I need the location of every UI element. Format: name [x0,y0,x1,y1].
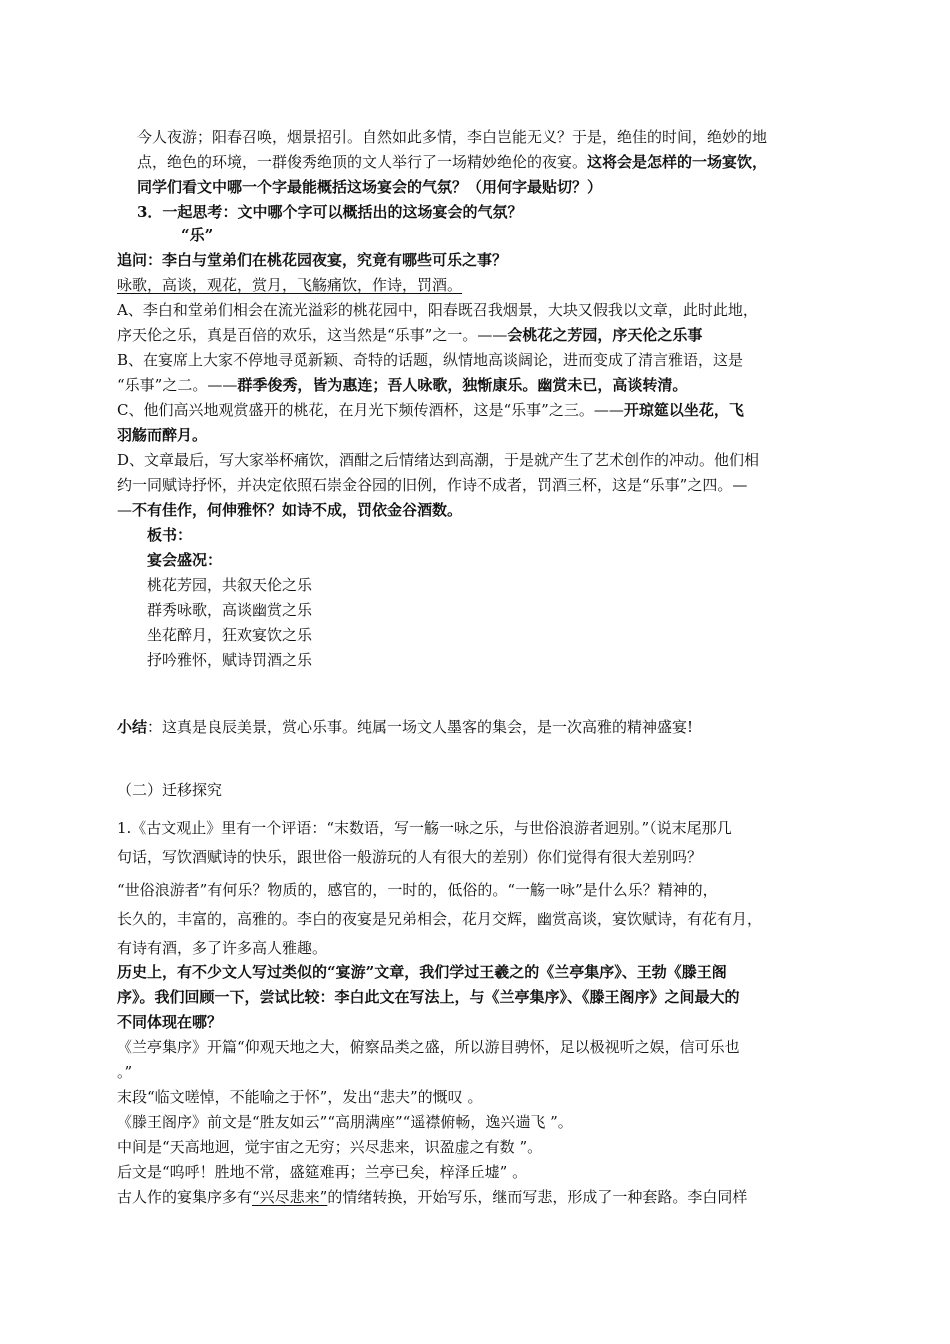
followup-keywords: 咏歌，高谈，观花，赏月，飞觞痛饮，作诗，罚酒。 [117,276,463,294]
board-item: 抒吟雅怀，赋诗罚酒之乐 [147,651,313,669]
closing-line: 古人作的宴集序多有“兴尽悲来”的情绪转换，开始写乐，继而写悲，形成了一种套路。李白同样 [117,1188,748,1206]
intro-line-2: 点，绝色的环境，一群俊秀绝顶的文人举行了一场精妙绝伦的夜宴。这将会是怎样的一场宴饮， [137,153,768,171]
point-d-line-2: 约一同赋诗抒怀，并决定依照石崇金谷园的旧例，作诗不成者，罚酒三杯，这是“乐事”之四。— [117,476,748,494]
point-c-line-2: 羽觞而醉月。 [117,426,208,444]
tengwang-line-1: 《滕王阁序》前文是“胜友如云”“高朋满座”“遥襟俯畅，逸兴遄飞 ”。 [117,1113,573,1131]
point-d-line-3: —不有佳作，何伸雅怀？如诗不成，罚依金谷酒数。 [117,501,463,519]
history-line-2: 序》。我们回顾一下，尝试比较：李白此文在写法上，与《兰亭集序》、《滕王阁序》之间最大的 [117,988,740,1006]
point-b-line-1: B、在宴席上大家不停地寻觅新颖、奇特的话题，纵情地高谈阔论，进而变成了清言雅语，这是 [117,351,744,369]
question-3-title: 3．一起思考：文中哪个字可以概括出的这场宴会的气氛？ [137,203,523,221]
intro-line-3: 同学们看文中哪一个字最能概括这场宴会的气氛？（用何字最贴切？） [137,178,603,196]
section-2-q1-line-1: 1.《古文观止》里有一个评语：“末数语，写一觞一咏之乐，与世俗浪游者迥别。”（说末尾那几 [117,819,732,837]
point-d-line-1: D、文章最后，写大家举杯痛饮，酒酣之后情绪达到高潮，于是就产生了艺术创作的冲动。他们相 [117,451,760,469]
board-item: 群秀咏歌，高谈幽赏之乐 [147,601,313,619]
point-c-line-1: C、他们高兴地观赏盛开的桃花，在月光下频传酒杯，这是“乐事”之三。——开琼筵以坐花，飞 [117,401,744,419]
lanting-line-1: 《兰亭集序》开篇“仰观天地之大，俯察品类之盛，所以游目骋怀，足以极视听之娱，信可乐也 [117,1038,740,1056]
section-2-answer-line-3: 有诗有酒，多了许多高人雅趣。 [117,939,328,957]
board-item: 坐花醉月，狂欢宴饮之乐 [147,626,313,644]
section-2-heading: （二）迁移探究 [117,781,223,799]
point-a-line-2: 序天伦之乐，真是百倍的欢乐，这当然是“乐事”之一。——会桃花之芳园，序天伦之乐事 [117,326,703,344]
point-a-line-1: A、李白和堂弟们相会在流光溢彩的桃花园中，阳春既召我烟景，大块又假我以文章，此时此地， [117,301,758,319]
history-line-1: 历史上，有不少文人写过类似的“宴游”文章，我们学过王羲之的《兰亭集序》、王勃《滕王阁 [117,963,727,981]
section-2-q1-line-2: 句话，写饮酒赋诗的快乐，跟世俗一般游玩的人有很大的差别）你们觉得有很大差别吗？ [117,848,703,866]
board-heading: 板书： [147,526,193,544]
board-item: 桃花芳园，共叙天伦之乐 [147,576,313,594]
lanting-line-2: 。” [117,1063,133,1081]
tengwang-line-3: 后文是“呜呼！胜地不常，盛筵难再；兰亭已矣，梓泽丘墟” 。 [117,1163,528,1181]
section-2-answer-line-2: 长久的，丰富的，高雅的。李白的夜宴是兄弟相会，花月交辉，幽赏高谈，宴饮赋诗，有花有月， [117,910,763,928]
history-line-3: 不同体现在哪？ [117,1013,223,1031]
followup-question: 追问：李白与堂弟们在桃花园夜宴，究竟有哪些可乐之事？ [117,251,508,269]
section-2-answer-line-1: “世俗浪游者”有何乐？物质的，感官的，一时的，低俗的。“一觞一咏”是什么乐？精神的， [117,881,718,899]
tengwang-line-2: 中间是“天高地迥，觉宇宙之无穷；兴尽悲来，识盈虚之有数 ”。 [117,1138,543,1156]
point-b-line-2: “乐事”之二。——群季俊秀，皆为惠连；吾人咏歌，独惭康乐。幽赏未已，高谈转清。 [117,376,688,394]
lanting-line-3: 末段“临文嗟悼，不能喻之于怀”，发出“悲夫”的慨叹 。 [117,1088,483,1106]
intro-line-1: 今人夜游；阳春召唤，烟景招引。自然如此多情，李白岂能无义？于是，绝佳的时间，绝妙的地 [137,128,768,146]
question-3-answer: “乐” [181,226,214,244]
summary: 小结：这真是良辰美景，赏心乐事。纯属一场文人墨客的集会，是一次高雅的精神盛宴! [117,718,694,736]
board-subheading: 宴会盛况： [147,551,223,569]
